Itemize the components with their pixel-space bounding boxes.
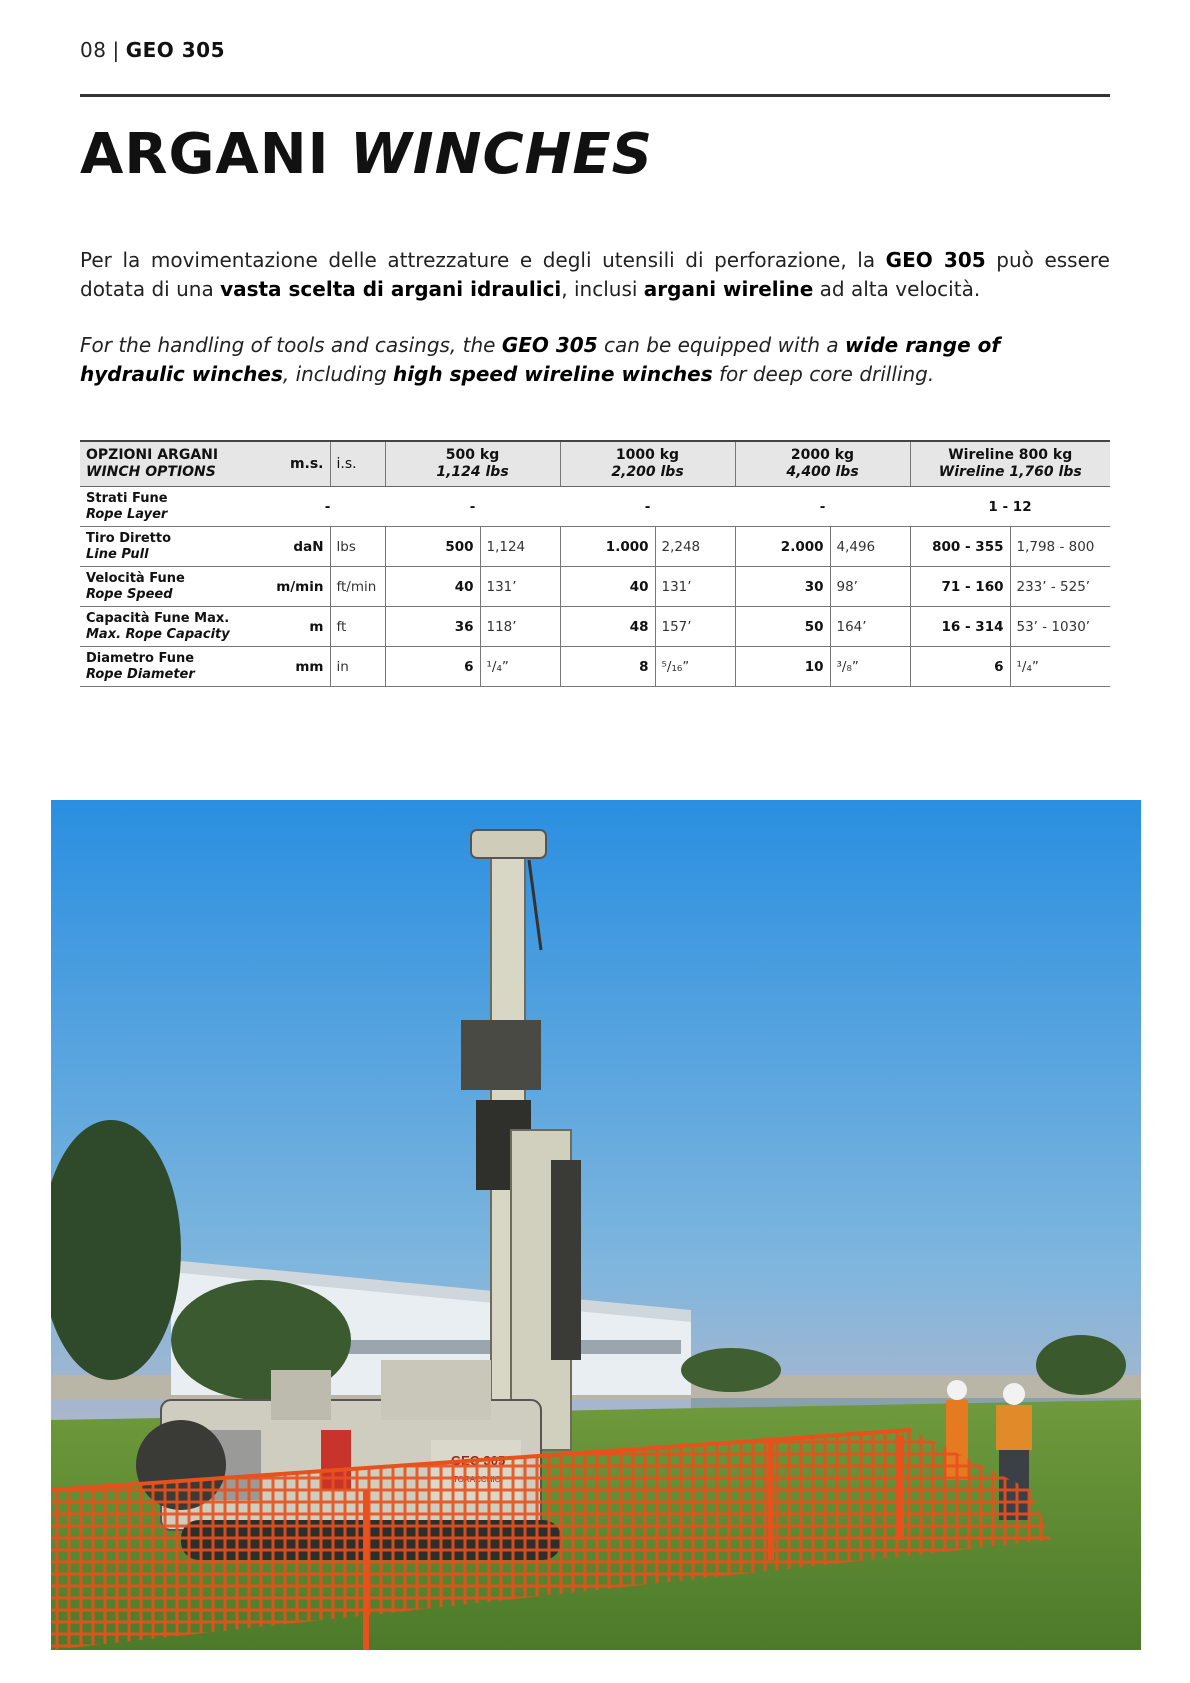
cell-imperial: 131’ [655, 567, 735, 607]
cell-metric: 40 [385, 567, 480, 607]
intro-en-text-2: can be equipped with a [597, 333, 846, 357]
table-row-rope-capacity [80, 607, 1110, 647]
intro-it-bold-2: vasta scelta di argani idraulici [220, 277, 562, 301]
cell-imperial: 98’ [830, 567, 910, 607]
cell-imperial: ¹/₄” [1010, 647, 1110, 687]
cell-imperial: 131’ [480, 567, 560, 607]
intro-en-bold-2: wide range of hydraulic winches [80, 333, 1001, 386]
cell-imperial: ³/₈” [830, 647, 910, 687]
row-label-en: Rope Diameter [86, 666, 195, 682]
page-header [80, 38, 225, 62]
cell-metric: 71 - 160 [910, 567, 1010, 607]
title-it: ARGANI [80, 122, 330, 187]
cell-imperial: ⁵/₁₆” [655, 647, 735, 687]
cell-metric: 8 [560, 647, 655, 687]
intro-en-text-1: For the handling of tools and casings, the [80, 333, 502, 357]
header-label-it: OPZIONI ARGANI [86, 447, 219, 463]
header-2000kg [735, 441, 910, 487]
header-group-2-imperial: 2,200 lbs [611, 464, 684, 480]
row-label-en: Rope Speed [86, 586, 173, 602]
table-row-rope-speed [80, 567, 1110, 607]
header-group-3-imperial: 4,400 lbs [786, 464, 859, 480]
header-winch-options [80, 441, 270, 487]
row-label [80, 527, 270, 567]
header-500kg [385, 441, 560, 487]
cell-unit-metric: daN [270, 527, 330, 567]
header-group-4-imperial: Wireline 1,760 lbs [938, 464, 1082, 480]
row-label-it: Strati Fune [86, 490, 168, 506]
table-row-rope-diameter [80, 647, 1110, 687]
cell-metric: 6 [910, 647, 1010, 687]
cell-metric: 30 [735, 567, 830, 607]
header-group-3-metric: 2000 kg [790, 447, 855, 463]
intro-it-text-2: può essere dotata di una [80, 248, 1110, 301]
intro-italian [80, 246, 1110, 304]
drilling-rig-photo [51, 800, 1141, 1650]
cell-unit-imperial: ft [330, 607, 385, 647]
cell-unit-imperial: in [330, 647, 385, 687]
cell-metric: 6 [385, 647, 480, 687]
row-label-it: Tiro Diretto [86, 530, 172, 546]
header-is: i.s. [330, 441, 385, 487]
row-label [80, 487, 270, 527]
row-label [80, 647, 270, 687]
intro-en-bold-1: GEO 305 [501, 333, 598, 357]
header-wireline [910, 441, 1110, 487]
page-number: 08 [80, 38, 107, 62]
cell-metric: 800 - 355 [910, 527, 1010, 567]
cell-unit-imperial: lbs [330, 527, 385, 567]
cell-imperial: ¹/₄” [480, 647, 560, 687]
cell-imperial: 2,248 [655, 527, 735, 567]
row-label-en: Line Pull [86, 546, 149, 562]
cell-imperial: 233’ - 525’ [1010, 567, 1110, 607]
cell-metric: 40 [560, 567, 655, 607]
cell-metric: 36 [385, 607, 480, 647]
table-row-rope-layer [80, 487, 1110, 527]
header-group-1-metric: 500 kg [445, 447, 500, 463]
header-label-en: WINCH OPTIONS [86, 464, 216, 480]
intro-it-bold-1: GEO 305 [885, 248, 986, 272]
row-label-en: Max. Rope Capacity [86, 626, 230, 642]
cell-metric: 50 [735, 607, 830, 647]
cell-unit-metric: mm [270, 647, 330, 687]
cell-metric: 16 - 314 [910, 607, 1010, 647]
photo-illustration [51, 800, 1141, 1650]
intro-en-bold-3: high speed wireline winches [393, 362, 713, 386]
intro-it-bold-3: argani wireline [643, 277, 814, 301]
table-row-line-pull [80, 527, 1110, 567]
cell-unit-metric: m [270, 607, 330, 647]
intro-en-text-3: , including [282, 362, 394, 386]
header-group-2-metric: 1000 kg [615, 447, 680, 463]
cell-imperial: 1,124 [480, 527, 560, 567]
cell-imperial: 157’ [655, 607, 735, 647]
header-rule [80, 94, 1110, 97]
cell-dash: - [560, 487, 735, 527]
title-en: WINCHES [349, 122, 653, 187]
cell-imperial: 164’ [830, 607, 910, 647]
cell-imperial: 53’ - 1030’ [1010, 607, 1110, 647]
header-group-1-imperial: 1,124 lbs [436, 464, 509, 480]
cell-dash: - [385, 487, 560, 527]
header-ms: m.s. [270, 441, 330, 487]
intro-english [80, 331, 1110, 389]
row-label [80, 607, 270, 647]
page-title [80, 122, 653, 187]
row-label-en: Rope Layer [86, 506, 168, 522]
cell-wireline-layers: 1 - 12 [910, 487, 1110, 527]
cell-metric: 500 [385, 527, 480, 567]
header-group-4-metric: Wireline 800 kg [948, 447, 1073, 463]
cell-imperial: 4,496 [830, 527, 910, 567]
intro-it-text-1: Per la movimentazione delle attrezzature e degli utensili di perforazione, la [80, 248, 886, 272]
cell-dash: - [735, 487, 910, 527]
row-label-it: Velocità Fune [86, 570, 185, 586]
table-header-row [80, 441, 1110, 487]
header-model: GEO 305 [125, 38, 225, 62]
intro-en-text-4: for deep core drilling. [712, 362, 935, 386]
cell-imperial: 118’ [480, 607, 560, 647]
cell-unit-imperial: ft/min [330, 567, 385, 607]
cell-metric: 2.000 [735, 527, 830, 567]
row-label-it: Capacità Fune Max. [86, 610, 230, 626]
row-label-it: Diametro Fune [86, 650, 195, 666]
intro-it-text-4: ad alta velocità. [813, 277, 981, 301]
header-separator: | [112, 38, 120, 62]
intro-it-text-3: , inclusi [561, 277, 644, 301]
header-1000kg [560, 441, 735, 487]
cell-metric: 10 [735, 647, 830, 687]
cell-dash: - [270, 487, 385, 527]
cell-imperial: 1,798 - 800 [1010, 527, 1110, 567]
row-label [80, 567, 270, 607]
cell-unit-metric: m/min [270, 567, 330, 607]
cell-metric: 48 [560, 607, 655, 647]
winch-options-table [80, 440, 1110, 687]
cell-metric: 1.000 [560, 527, 655, 567]
